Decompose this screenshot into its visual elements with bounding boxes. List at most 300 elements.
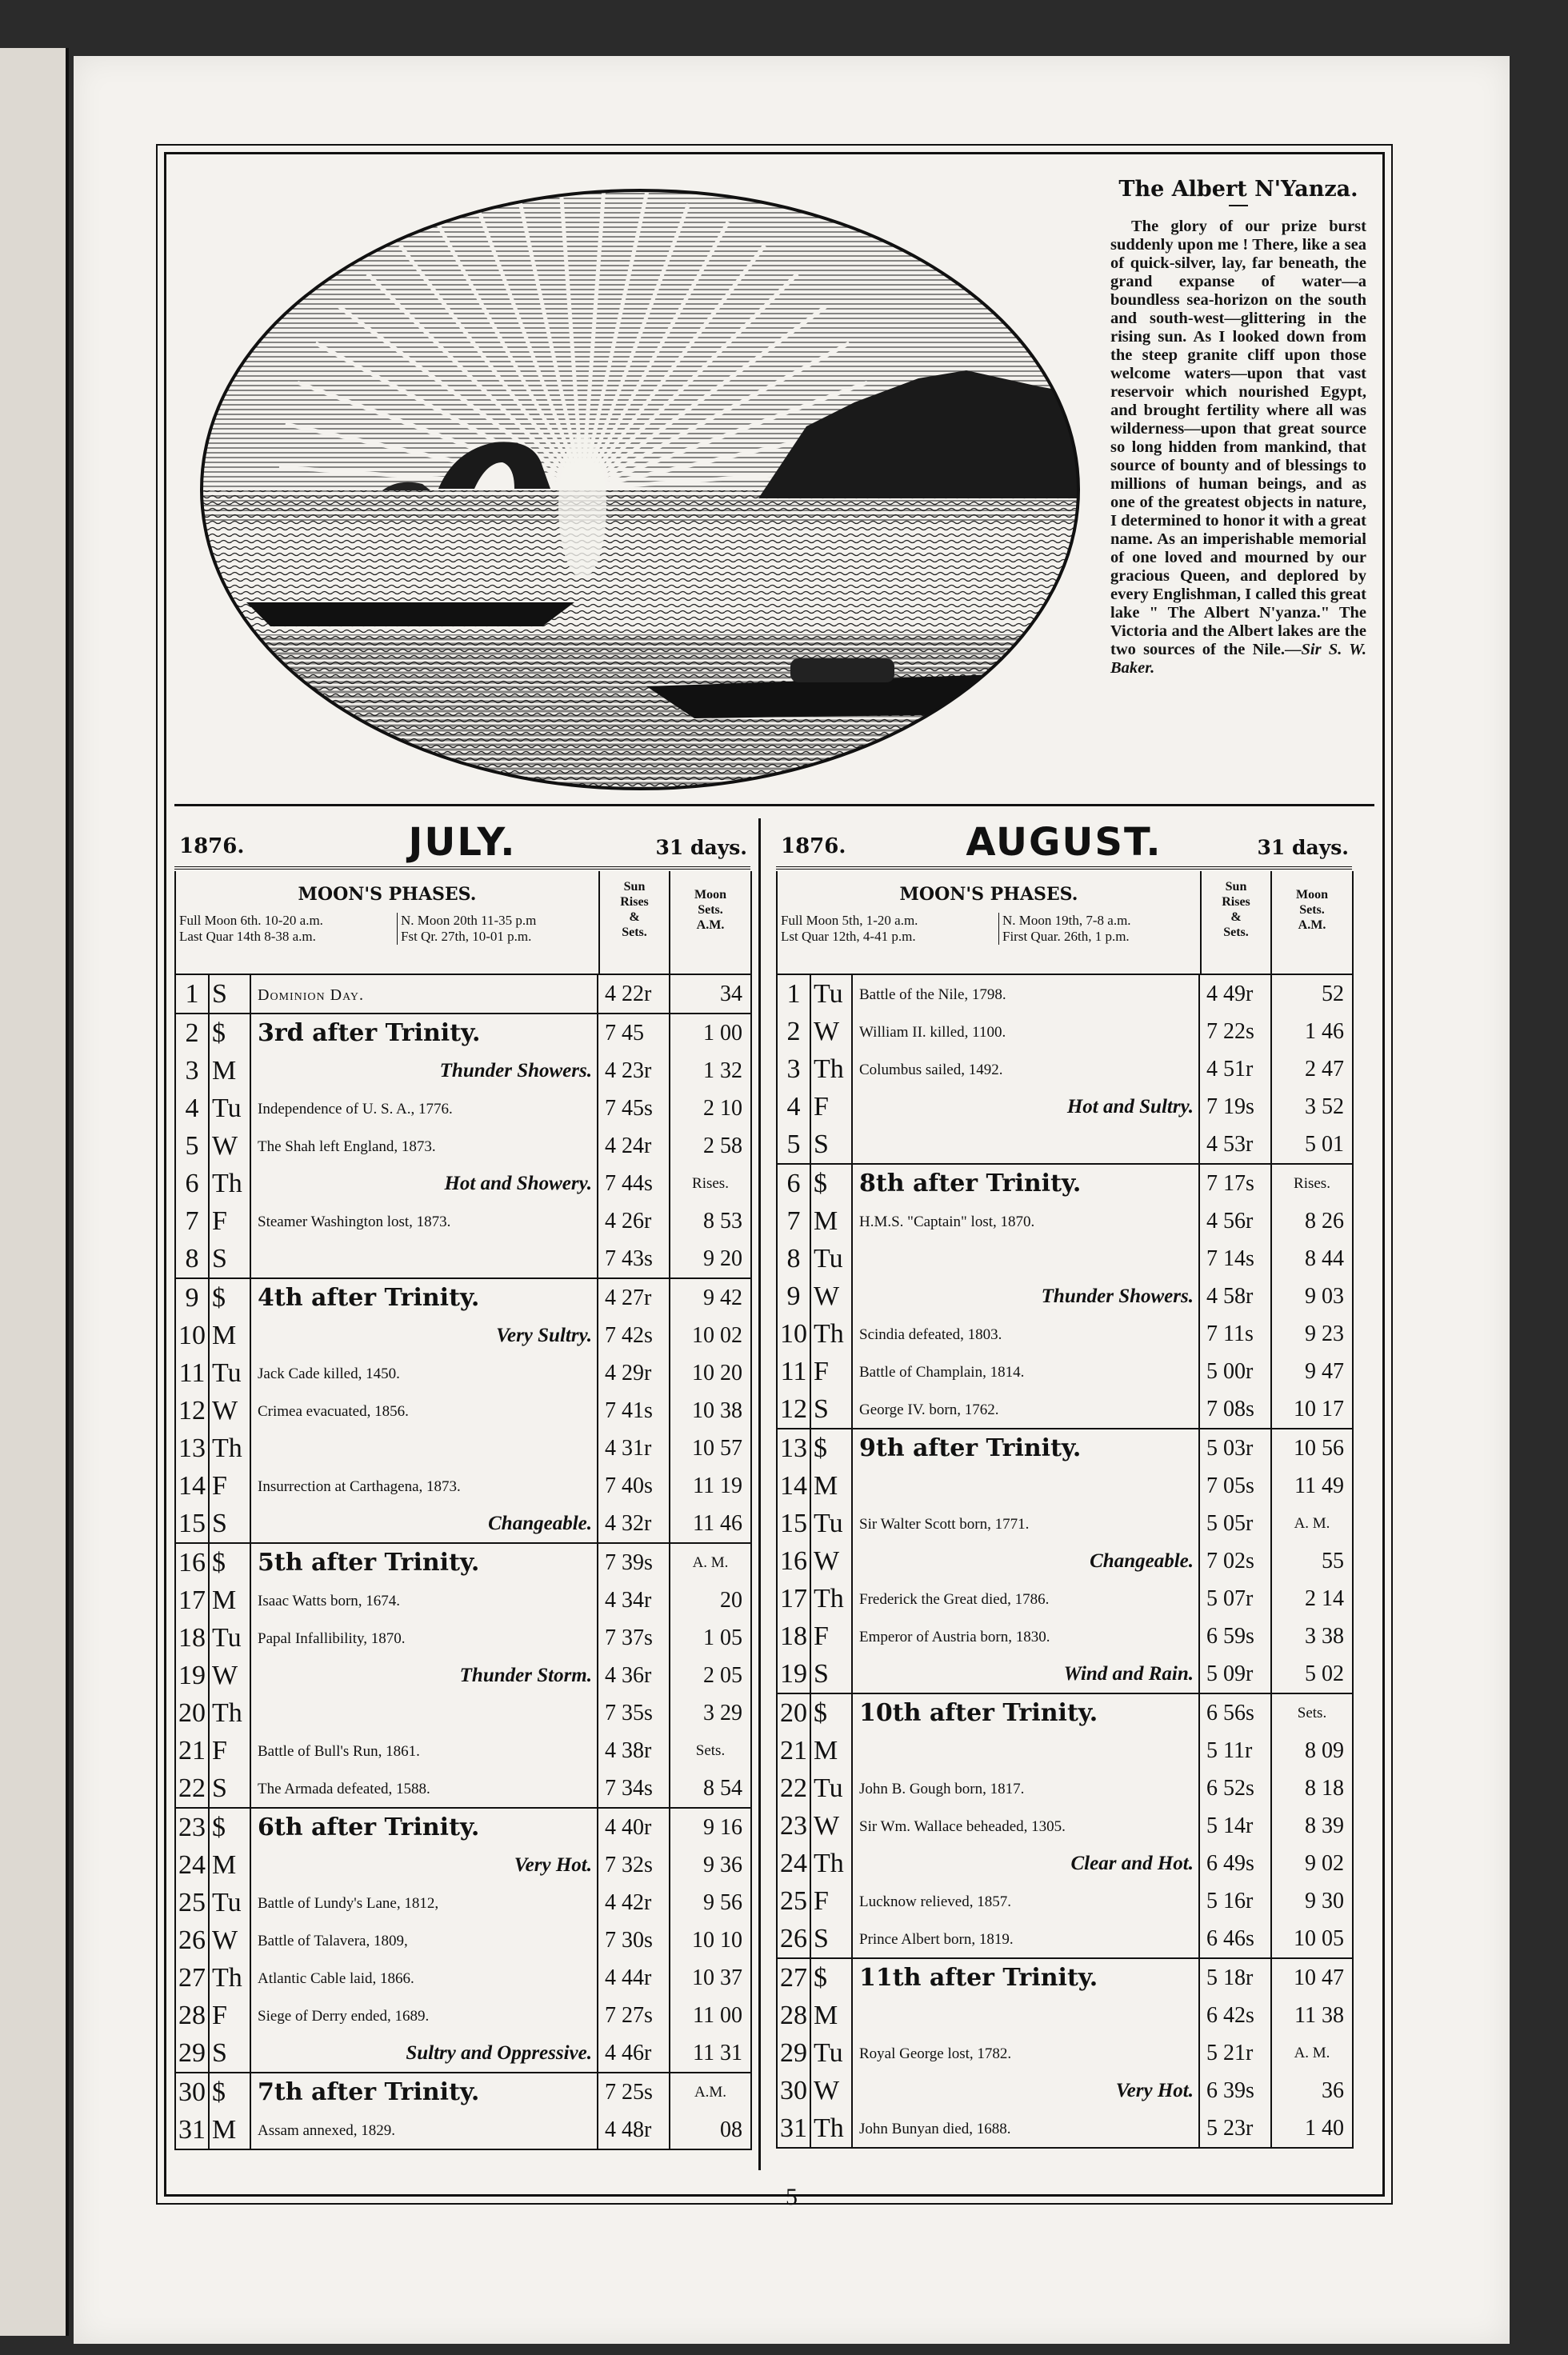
day-number: 29 xyxy=(778,2034,811,2072)
day-number: 14 xyxy=(778,1467,811,1505)
day-number: 5 xyxy=(176,1127,210,1165)
moon-phases-box xyxy=(176,871,600,974)
phase-line: Fst Qr. 27th, 10-01 p.m. xyxy=(401,929,532,944)
calendar-week xyxy=(176,1277,750,1542)
event-cell xyxy=(253,1846,598,1884)
weekday: Th xyxy=(811,2109,853,2147)
moon-time: 8 54 xyxy=(703,1776,742,1801)
event-cell xyxy=(253,1619,598,1657)
moon-time: 11 49 xyxy=(1294,1473,1344,1498)
weekday: Tu xyxy=(811,1769,853,1807)
calendar-row xyxy=(176,1354,750,1392)
sun-time: 4 44r xyxy=(600,1959,670,1997)
weekday: M xyxy=(210,1581,251,1619)
sun-header-line: Sets. xyxy=(622,926,647,939)
moon-phases-box xyxy=(778,871,1202,974)
calendar-week xyxy=(176,1542,750,1807)
weekday: S xyxy=(210,2034,251,2072)
day-number: 12 xyxy=(176,1392,210,1429)
moon-phases-title: MOON'S PHASES. xyxy=(899,884,1078,905)
day-number: 6 xyxy=(176,1165,210,1202)
event-text: 3rd after Trinity. xyxy=(258,1019,481,1047)
sun-time: 5 00r xyxy=(1202,1353,1272,1390)
weekday: S xyxy=(210,1240,251,1277)
moon-column-header xyxy=(672,871,749,974)
sun-time: 7 40s xyxy=(600,1467,670,1505)
day-number: 8 xyxy=(778,1240,811,1277)
event-cell xyxy=(854,1845,1200,1882)
moon-time: 9 56 xyxy=(703,1890,742,1915)
weekday: F xyxy=(210,1997,251,2034)
phases-left xyxy=(781,913,993,945)
weekday: Tu xyxy=(811,975,853,1013)
sun-time: 6 56s xyxy=(1202,1694,1272,1732)
event-text: Changeable. xyxy=(488,1513,592,1534)
sun-time: 7 19s xyxy=(1202,1088,1272,1126)
day-number: 27 xyxy=(176,1959,210,1997)
event-text: William II. killed, 1100. xyxy=(859,1024,1006,1041)
moon-time: 55 xyxy=(1322,1549,1344,1573)
day-number: 23 xyxy=(176,1809,210,1846)
moon-header-line: Moon xyxy=(1296,888,1328,902)
event-text: Steamer Washington lost, 1873. xyxy=(258,1213,451,1230)
weekday: $ xyxy=(811,1959,853,1997)
calendar-row xyxy=(176,1769,750,1807)
event-cell xyxy=(253,1997,598,2034)
day-number: 20 xyxy=(778,1694,811,1732)
moon-time: Sets. xyxy=(695,1742,726,1759)
moon-time: 5 01 xyxy=(1305,1132,1344,1157)
event-cell xyxy=(854,2109,1200,2147)
calendar-row xyxy=(778,1732,1352,1769)
calendar-table xyxy=(174,871,752,2150)
weekday: Th xyxy=(210,1165,251,1202)
event-cell xyxy=(854,1997,1200,2034)
moon-time: 10 10 xyxy=(692,1928,742,1953)
weekday: Th xyxy=(811,1580,853,1617)
story-body: The glory of our prize burst suddenly upon me ! There, like a sea of quick-silver, lay, far beneath, the grand expanse of water—a boundless sea-horizon on the south and south-west—glittering in the rising sun. As I looked down from the steep granite cliff upon those welcome waters—upon that vast reservoir which nourished Egypt, and brought fertility where all was wilderness—upon that great source so long hidden from mankind, that source of bounty and of blessings to millions of human beings, and as one of the greatest objects in nature, I determined to honor it with a great name. As an imperishable memorial of one loved and mourned by our gracious Queen, and deplored by every Englishman, I called this great lake " The Albert N'yanza." The Victoria and the Albert lakes are the two sources of the Nile. xyxy=(1110,218,1366,658)
day-number: 25 xyxy=(176,1884,210,1921)
weekday: W xyxy=(811,2072,853,2109)
moon-time: 9 03 xyxy=(1305,1284,1344,1309)
story-author: Sir S. W. Baker. xyxy=(1110,641,1366,677)
event-cell xyxy=(854,1920,1200,1957)
weekday: W xyxy=(811,1013,853,1050)
weekday: Tu xyxy=(210,1884,251,1921)
day-number: 18 xyxy=(778,1617,811,1655)
weekday: W xyxy=(811,1542,853,1580)
moon-time: A.M. xyxy=(694,2084,727,2101)
day-number: 9 xyxy=(778,1277,811,1315)
sun-time: 7 27s xyxy=(600,1997,670,2034)
sun-time: 7 34s xyxy=(600,1769,670,1807)
phase-line: First Quar. 26th, 1 p.m. xyxy=(1002,929,1130,944)
event-cell xyxy=(253,1279,598,1317)
day-number: 21 xyxy=(176,1732,210,1769)
event-cell xyxy=(854,1655,1200,1693)
section-divider xyxy=(174,804,1374,806)
weekday: $ xyxy=(210,1014,251,1052)
day-number: 25 xyxy=(778,1882,811,1920)
day-number: 9 xyxy=(176,1279,210,1317)
event-cell xyxy=(253,1052,598,1090)
moon-time: 10 05 xyxy=(1294,1926,1344,1951)
event-text: 8th after Trinity. xyxy=(859,1170,1082,1197)
moon-time: 8 26 xyxy=(1305,1209,1344,1233)
event-text: George IV. born, 1762. xyxy=(859,1401,999,1418)
sun-time: 4 49r xyxy=(1202,975,1272,1013)
month-header xyxy=(776,818,1352,870)
day-number: 22 xyxy=(176,1769,210,1807)
sun-header-line: & xyxy=(629,910,640,924)
event-cell xyxy=(253,1769,598,1807)
event-cell xyxy=(253,975,598,1013)
sun-time: 7 45 xyxy=(600,1014,670,1052)
day-number: 6 xyxy=(778,1165,811,1202)
month-name: JULY. xyxy=(408,820,517,865)
sun-time: 4 34r xyxy=(600,1581,670,1619)
event-text: Thunder Storm. xyxy=(459,1665,592,1686)
weekday: Th xyxy=(811,1845,853,1882)
moon-time: 8 44 xyxy=(1305,1246,1344,1271)
calendar-row xyxy=(176,2073,750,2111)
event-text: 9th after Trinity. xyxy=(859,1434,1082,1462)
sun-time: 4 42r xyxy=(600,1884,670,1921)
phase-line: Full Moon 6th. 10-20 a.m. xyxy=(179,913,323,928)
calendar-row xyxy=(778,1505,1352,1542)
day-number: 11 xyxy=(176,1354,210,1392)
day-number: 5 xyxy=(778,1126,811,1163)
event-text: Battle of the Nile, 1798. xyxy=(859,986,1006,1003)
calendar-row xyxy=(176,1165,750,1202)
event-text: Lucknow relieved, 1857. xyxy=(859,1893,1011,1910)
sun-time: 7 17s xyxy=(1202,1165,1272,1202)
day-number: 29 xyxy=(176,2034,210,2072)
calendar-row xyxy=(176,1505,750,1542)
moon-time: 8 39 xyxy=(1305,1813,1344,1838)
event-text: 4th after Trinity. xyxy=(258,1284,480,1312)
phase-line: Last Quar 14th 8-38 a.m. xyxy=(179,929,316,944)
moon-time: 08 xyxy=(720,2117,742,2142)
event-text: Changeable. xyxy=(1090,1550,1194,1572)
day-number: 4 xyxy=(778,1088,811,1126)
event-cell xyxy=(854,1013,1200,1050)
event-cell xyxy=(253,2073,598,2111)
sun-time: 4 24r xyxy=(600,1127,670,1165)
weekday: S xyxy=(210,1769,251,1807)
weekday: Th xyxy=(811,1050,853,1088)
calendar-row xyxy=(176,2111,750,2149)
day-number: 15 xyxy=(778,1505,811,1542)
day-number: 21 xyxy=(778,1732,811,1769)
event-cell xyxy=(253,1505,598,1542)
weekday: $ xyxy=(210,1279,251,1317)
weekday: Th xyxy=(210,1959,251,1997)
sun-time: 4 29r xyxy=(600,1354,670,1392)
sun-time: 6 59s xyxy=(1202,1617,1272,1655)
phase-line: N. Moon 20th 11-35 p.m xyxy=(401,913,537,928)
day-number: 10 xyxy=(176,1317,210,1354)
moon-time: 10 37 xyxy=(692,1965,742,1990)
event-text: Siege of Derry ended, 1689. xyxy=(258,2008,430,2025)
day-number: 3 xyxy=(778,1050,811,1088)
moon-time: 10 38 xyxy=(692,1398,742,1423)
calendar-row xyxy=(778,1165,1352,1202)
day-number: 13 xyxy=(176,1429,210,1467)
july-weeks xyxy=(176,975,750,2149)
event-text: John B. Gough born, 1817. xyxy=(859,1781,1025,1797)
event-text: Assam annexed, 1829. xyxy=(258,2122,396,2139)
day-number: 30 xyxy=(778,2072,811,2109)
day-number: 2 xyxy=(176,1014,210,1052)
weekday: $ xyxy=(210,1544,251,1581)
day-number: 19 xyxy=(778,1655,811,1693)
weekday: $ xyxy=(210,1809,251,1846)
calendar-row xyxy=(778,2034,1352,2072)
event-cell xyxy=(854,1126,1200,1163)
calendar-row xyxy=(778,1845,1352,1882)
calendar-row xyxy=(176,1202,750,1240)
day-number: 20 xyxy=(176,1694,210,1732)
sun-time: 4 23r xyxy=(600,1052,670,1090)
sun-time: 7 37s xyxy=(600,1619,670,1657)
weekday: M xyxy=(811,1732,853,1769)
day-number: 31 xyxy=(778,2109,811,2147)
weekday: Th xyxy=(210,1694,251,1732)
calendar-row xyxy=(778,2072,1352,2109)
moon-time: 9 16 xyxy=(703,1815,742,1840)
moon-header-line: A.M. xyxy=(696,918,725,932)
calendar-row xyxy=(778,1580,1352,1617)
moon-header-line: Sets. xyxy=(1299,903,1325,917)
days-count: 31 days. xyxy=(655,836,747,859)
weekday: F xyxy=(210,1467,251,1505)
event-cell xyxy=(854,1694,1200,1732)
calendar-week xyxy=(778,1428,1352,1693)
sun-time: 7 30s xyxy=(600,1921,670,1959)
page-number: 5 xyxy=(786,2184,798,2210)
event-cell xyxy=(253,1317,598,1354)
day-number: 26 xyxy=(176,1921,210,1959)
moon-time: 9 36 xyxy=(703,1853,742,1877)
weekday: F xyxy=(811,1617,853,1655)
event-text: 11th after Trinity. xyxy=(859,1964,1098,1992)
weekday: S xyxy=(210,1505,251,1542)
story-title-rule xyxy=(1229,205,1248,206)
moon-time: 3 52 xyxy=(1305,1094,1344,1119)
weekday: F xyxy=(811,1353,853,1390)
moon-phases-title: MOON'S PHASES. xyxy=(298,884,477,905)
moon-phases-header xyxy=(778,871,1352,975)
sun-time: 4 56r xyxy=(1202,1202,1272,1240)
event-cell xyxy=(253,1202,598,1240)
event-text: Royal George lost, 1782. xyxy=(859,2045,1012,2062)
event-cell xyxy=(253,1240,598,1277)
event-cell xyxy=(253,1581,598,1619)
event-cell xyxy=(854,1505,1200,1542)
weekday: W xyxy=(210,1921,251,1959)
event-cell xyxy=(253,2034,598,2072)
moon-time: 34 xyxy=(720,982,742,1006)
event-cell xyxy=(253,1429,598,1467)
sun-time: 5 11r xyxy=(1202,1732,1272,1769)
event-cell xyxy=(253,1392,598,1429)
event-text: John Bunyan died, 1688. xyxy=(859,2121,1011,2137)
sun-time: 5 23r xyxy=(1202,2109,1272,2147)
event-cell xyxy=(854,1277,1200,1315)
calendar-row xyxy=(176,1090,750,1127)
moon-time: 2 05 xyxy=(703,1663,742,1688)
sun-header-line: Sun xyxy=(623,880,646,894)
sun-time: 7 44s xyxy=(600,1165,670,1202)
calendar-week xyxy=(778,975,1352,1163)
event-text: 7th after Trinity. xyxy=(258,2078,480,2106)
calendar-row xyxy=(176,1014,750,1052)
sun-time: 6 46s xyxy=(1202,1920,1272,1957)
moon-phases-header xyxy=(176,871,750,975)
sun-column-header xyxy=(600,871,670,974)
moon-time: Sets. xyxy=(1297,1705,1327,1721)
moon-time: 1 05 xyxy=(703,1625,742,1650)
weekday: S xyxy=(811,1126,853,1163)
calendar-row xyxy=(778,1315,1352,1353)
day-number: 13 xyxy=(778,1429,811,1467)
weekday: Tu xyxy=(811,1240,853,1277)
calendar-row xyxy=(176,1279,750,1317)
august-calendar xyxy=(776,818,1352,2170)
moon-time: 1 46 xyxy=(1305,1019,1344,1044)
year-label: 1876. xyxy=(179,834,245,858)
weekday: Tu xyxy=(210,1354,251,1392)
event-text: Columbus sailed, 1492. xyxy=(859,1062,1003,1078)
calendar-row xyxy=(778,1390,1352,1428)
phase-line: N. Moon 19th, 7-8 a.m. xyxy=(1002,913,1131,928)
calendar-row xyxy=(778,1126,1352,1163)
calendar-row xyxy=(778,1807,1352,1845)
sun-time: 7 39s xyxy=(600,1544,670,1581)
moon-time: 9 42 xyxy=(703,1285,742,1310)
sun-time: 4 58r xyxy=(1202,1277,1272,1315)
weekday: W xyxy=(811,1807,853,1845)
moon-time: 9 23 xyxy=(1305,1321,1344,1346)
event-text: Insurrection at Carthagena, 1873. xyxy=(258,1478,461,1495)
moon-time: 11 19 xyxy=(693,1473,742,1498)
year-label: 1876. xyxy=(781,834,846,858)
moon-time: 10 47 xyxy=(1294,1965,1344,1990)
sun-time: 5 18r xyxy=(1202,1959,1272,1997)
moon-time: A. M. xyxy=(692,1554,729,1571)
event-cell xyxy=(253,1467,598,1505)
event-cell xyxy=(854,975,1200,1013)
day-number: 16 xyxy=(778,1542,811,1580)
sun-time: 5 07r xyxy=(1202,1580,1272,1617)
moon-time: 20 xyxy=(720,1588,742,1613)
calendar-row xyxy=(176,1429,750,1467)
engraving-illustration xyxy=(198,186,1082,793)
phases-right xyxy=(998,913,1206,945)
weekday: Tu xyxy=(811,2034,853,2072)
calendar-row xyxy=(778,1920,1352,1957)
event-text: Papal Infallibility, 1870. xyxy=(258,1630,406,1647)
weekday: S xyxy=(811,1920,853,1957)
moon-time: 2 14 xyxy=(1305,1586,1344,1611)
moon-header-line: Moon xyxy=(694,888,726,902)
event-cell xyxy=(854,2034,1200,2072)
event-text: Battle of Talavera, 1809, xyxy=(258,1933,408,1949)
sun-time: 5 16r xyxy=(1202,1882,1272,1920)
calendar-row xyxy=(176,1052,750,1090)
phase-line: Lst Quar 12th, 4-41 p.m. xyxy=(781,929,916,944)
calendar-row xyxy=(176,1240,750,1277)
weekday: $ xyxy=(811,1429,853,1467)
sun-time: 6 39s xyxy=(1202,2072,1272,2109)
day-number: 3 xyxy=(176,1052,210,1090)
moon-time: 9 20 xyxy=(703,1246,742,1271)
moon-time: 3 29 xyxy=(703,1701,742,1725)
event-text: Frederick the Great died, 1786. xyxy=(859,1591,1050,1608)
moon-time: 36 xyxy=(1322,2078,1344,2103)
july-calendar xyxy=(174,818,750,2170)
sun-time: 6 52s xyxy=(1202,1769,1272,1807)
weekday: M xyxy=(210,1052,251,1090)
weekday: F xyxy=(811,1882,853,1920)
calendar-row xyxy=(778,1959,1352,1997)
sun-time: 4 48r xyxy=(600,2111,670,2149)
sun-time: 7 22s xyxy=(1202,1013,1272,1050)
calendar-row xyxy=(778,1088,1352,1126)
sun-time: 5 03r xyxy=(1202,1429,1272,1467)
event-text: Scindia defeated, 1803. xyxy=(859,1326,1002,1343)
sun-time: 5 09r xyxy=(1202,1655,1272,1693)
weekday: $ xyxy=(210,2073,251,2111)
sun-time: 4 36r xyxy=(600,1657,670,1694)
event-cell xyxy=(253,1090,598,1127)
day-number: 2 xyxy=(778,1013,811,1050)
event-cell xyxy=(253,1014,598,1052)
event-text: Clear and Hot. xyxy=(1070,1853,1194,1874)
event-cell xyxy=(854,1467,1200,1505)
sun-time: 4 46r xyxy=(600,2034,670,2072)
event-cell xyxy=(854,1769,1200,1807)
phases-right xyxy=(397,913,605,945)
day-number: 24 xyxy=(176,1846,210,1884)
sun-column-header xyxy=(1202,871,1272,974)
weekday: M xyxy=(210,2111,251,2149)
event-text: Isaac Watts born, 1674. xyxy=(258,1593,401,1609)
sun-time: 4 27r xyxy=(600,1279,670,1317)
event-cell xyxy=(854,1580,1200,1617)
moon-time: 10 56 xyxy=(1294,1436,1344,1461)
calendar-row xyxy=(778,1655,1352,1693)
event-text: Sultry and Oppressive. xyxy=(406,2042,592,2064)
weekday: Th xyxy=(811,1315,853,1353)
event-text: Hot and Showery. xyxy=(444,1173,592,1194)
moon-time: 11 00 xyxy=(693,2003,742,2028)
calendar-week xyxy=(176,1013,750,1277)
event-cell xyxy=(854,2072,1200,2109)
day-number: 30 xyxy=(176,2073,210,2111)
calendar-week xyxy=(778,1163,1352,1428)
event-cell xyxy=(253,1694,598,1732)
sun-header-line: Sets. xyxy=(1223,926,1249,939)
story-title: The Albert N'Yanza. xyxy=(1118,177,1358,202)
event-text: Dominion Day. xyxy=(258,986,365,1004)
day-number: 16 xyxy=(176,1544,210,1581)
calendar-row xyxy=(176,1544,750,1581)
calendar-week xyxy=(778,1957,1352,2147)
moon-time: 10 57 xyxy=(692,1436,742,1461)
moon-time: 1 32 xyxy=(703,1058,742,1083)
